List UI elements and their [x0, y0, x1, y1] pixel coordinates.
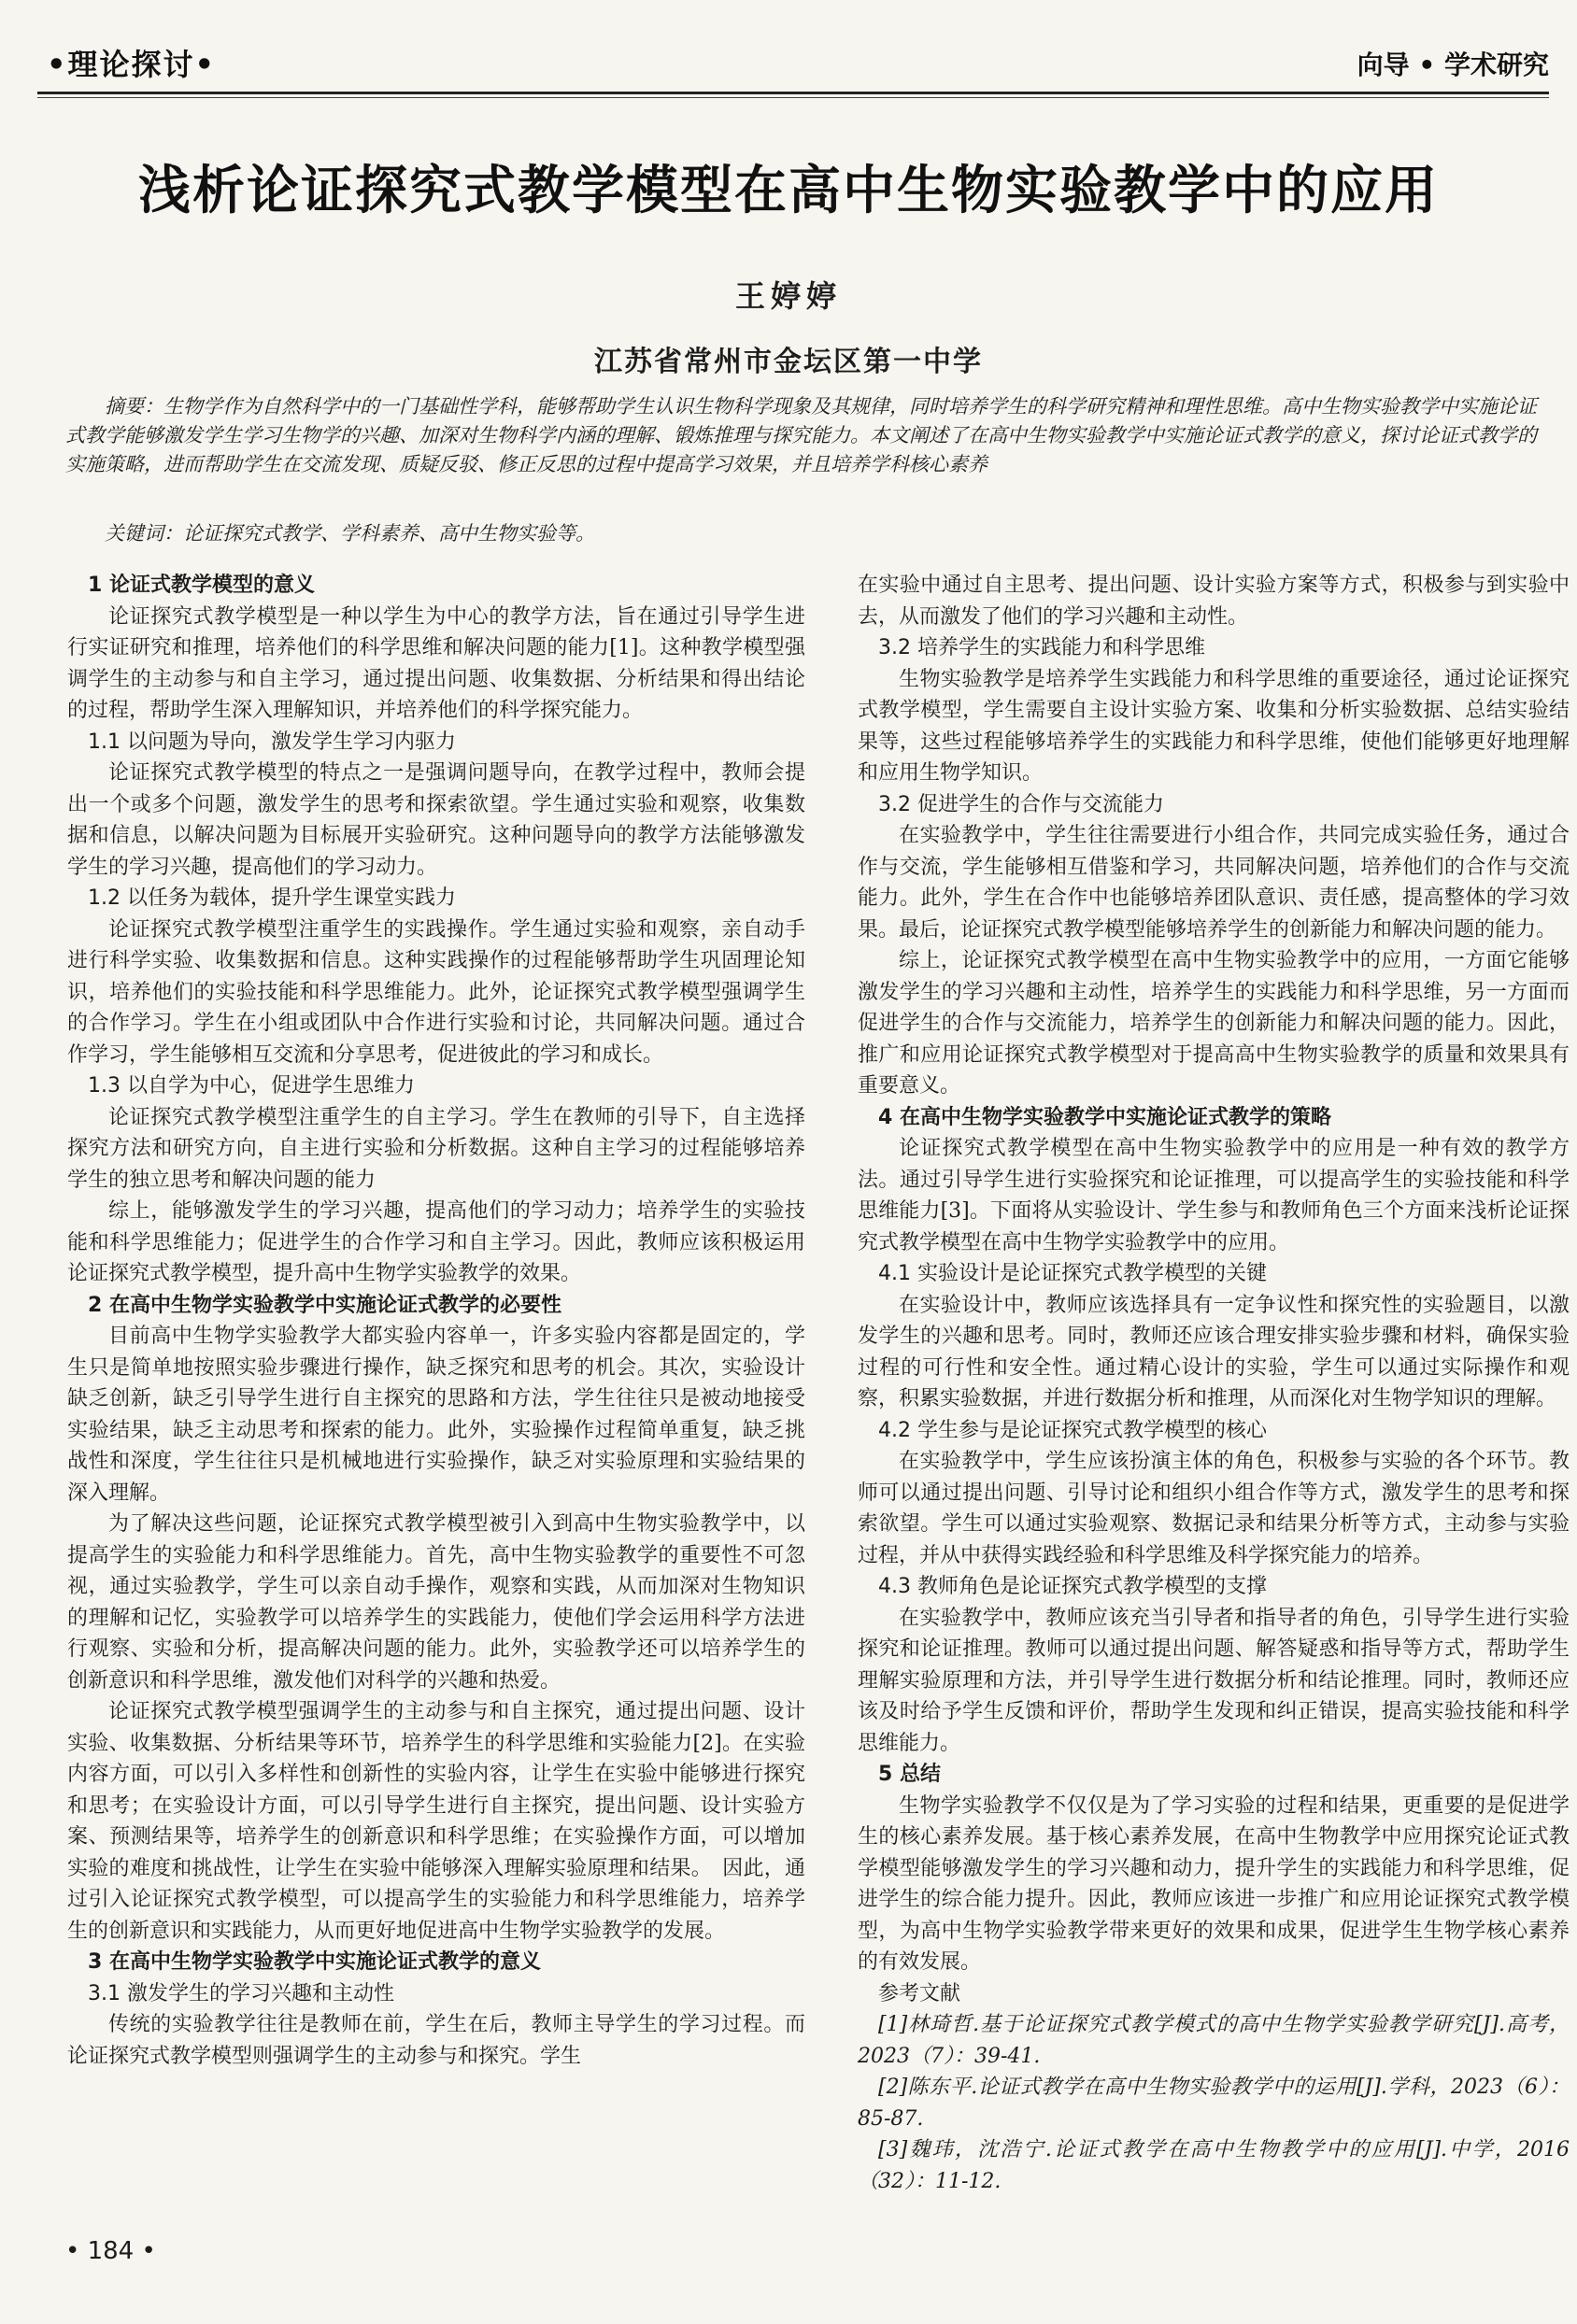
- section-tag: •理论探讨•: [47, 47, 216, 82]
- left-column: [67, 570, 805, 2072]
- paragraph: 生物实验教学是培养学生实践能力和科学思维的重要途径，通过论证探究式教学模型，学生需要自主设计实验方案、收集和分析实验数据、总结实验结果等，这些过程能够培养学生的实践能力和科学思维，使他们能够更好地理解和应用生物学知识。: [858, 667, 1570, 785]
- paragraph: 在实验设计中，教师应该选择具有一定争议性和探究性的实验题目，以激发学生的兴趣和思考。同时，教师还应该合理安排实验步骤和材料，确保实验过程的可行性和安全性。通过精心设计的实验，学生可以通过实际操作和观察，积累实验数据，并进行数据分析和推理，从而深化对生物学知识的理解。: [858, 1293, 1570, 1410]
- paragraph: 论证探究式教学模型的特点之一是强调问题导向，在教学过程中，教师会提出一个或多个问题，激发学生的思考和探索欲望。学生通过实验和观察，收集数据和信息，以解决问题为目标展开实验研究。这种问题导向的教学方法能够激发学生的学习兴趣，提高他们的学习动力。: [67, 761, 805, 879]
- subsection-heading: 1.3 以自学为中心，促进学生思维力: [88, 1074, 415, 1098]
- subsection-heading: 参考文献: [878, 1981, 961, 2005]
- author-affiliation: 江苏省常州市金坛区第一中学: [594, 346, 983, 378]
- header-rule: [37, 92, 1549, 94]
- paragraph: 在实验教学中，学生应该扮演主体的角色，积极参与实验的各个环节。教师可以通过提出问题、引导讨论和组织小组合作等方式，激发学生的思考和探索欲望。学生可以通过实验观察、数据记录和结果分析等方式，主动参与实验过程，并从中获得实践经验和科学思维及科学探究能力的培养。: [858, 1450, 1570, 1567]
- paragraph: 在实验中通过自主思考、提出问题、设计实验方案等方式，积极参与到实验中去，从而激发了他们的学习兴趣和主动性。: [858, 574, 1570, 629]
- paragraph: 在实验教学中，教师应该充当引导者和指导者的角色，引导学生进行实验探究和论证推理。教师可以通过提出问题、解答疑惑和指导等方式，帮助学生理解实验原理和方法，并引导学生进行数据分析和结论推理。同时，教师还应该及时给予学生反馈和评价，帮助学生发现和纠正错误，提高实验技能和科学思维能力。: [858, 1606, 1570, 1755]
- section-heading: 3 在高中生物学实验教学中实施论证式教学的意义: [88, 1950, 541, 1974]
- paragraph: 论证探究式教学模型强调学生的主动参与和自主探究，通过提出问题、设计实验、收集数据、分析结果等环节，培养学生的科学思维和实验能力[2]。在实验内容方面，可以引入多样性和创新性的实验内容，让学生在实验中能够进行探究和思考；在实验设计方面，可以引导学生进行自主探究，提出问题、设计实验方案、预测结果等，培养学生的创新意识和科学思维；在实验操作方面，可以增加实验的难度和挑战性，让学生在实验中能够深入理解实验原理和结果。 因此，通过引入论证探究式教学模型，可以提高学生的实验能力和科学思维能力，培养学生的创新意识和实践能力，从而更好地促进高中生物学实验教学的发展。: [67, 1700, 805, 1943]
- paragraph: 论证探究式教学模型注重学生的实践操作。学生通过实验和观察，亲自动手进行科学实验、收集数据和信息。这种实践操作的过程能够帮助学生巩固理论知识，培养他们的实验技能和科学思维能力。此外，论证探究式教学模型强调学生的合作学习。学生在小组或团队中合作进行实验和讨论，共同解决问题。通过合作学习，学生能够相互交流和分享思考，促进彼此的学习和成长。: [67, 917, 805, 1067]
- subsection-heading: 3.2 促进学生的合作与交流能力: [878, 792, 1164, 816]
- author-name: 王婷婷: [734, 278, 842, 314]
- paragraph: 目前高中生物学实验教学大都实验内容单一，许多实验内容都是固定的，学生只是简单地按照实验步骤进行操作，缺乏探究和思考的机会。其次，实验设计缺乏创新，缺乏引导学生进行自主探究的思路和方法，学生往往只是被动地接受实验结果，缺乏主动思考和探索的能力。此外，实验操作过程简单重复，缺乏挑战性和深度，学生往往只是机械地进行实验操作，缺乏对实验原理和实验结果的深入理解。: [67, 1325, 805, 1505]
- right-column: [858, 570, 1570, 2197]
- paragraph: 为了解决这些问题，论证探究式教学模型被引入到高中生物实验教学中，以提高学生的实验能力和科学思维能力。首先，高中生物实验教学的重要性不可忽视，通过实验教学，学生可以亲自动手操作，观察和实践，从而加深对生物知识的理解和记忆，实验教学可以培养学生的实践能力，使他们学会运用科学方法进行观察、实验和分析，提高解决问题的能力。此外，实验教学还可以培养学生的创新意识和科学思维，激发他们对科学的兴趣和热爱。: [67, 1512, 805, 1693]
- paragraph: 在实验教学中，学生往往需要进行小组合作，共同完成实验任务，通过合作与交流，学生能够相互借鉴和学习，共同解决问题，培养他们的合作与交流能力。此外，学生在合作中也能够培养团队意识、责任感，提高整体的学习效果。最后，论证探究式教学模型能够培养学生的创新能力和解决问题的能力。: [858, 824, 1570, 942]
- subsection-heading: 4.1 实验设计是论证探究式教学模型的关键: [878, 1262, 1267, 1285]
- header-rule-thin: [37, 97, 1549, 98]
- subsection-heading: 3.1 激发学生的学习兴趣和主动性: [88, 1981, 394, 2005]
- page-header: [37, 35, 1549, 101]
- subsection-heading: 4.2 学生参与是论证探究式教学模型的核心: [878, 1418, 1267, 1442]
- paragraph: 论证探究式教学模型注重学生的自主学习。学生在教师的引导下，自主选择探究方法和研究方向，自主进行实验和分析数据。这种自主学习的过程能够培养学生的独立思考和解决问题的能力: [67, 1105, 805, 1192]
- section-heading: 5 总结: [878, 1763, 941, 1786]
- reference-item: [1]林琦哲.基于论证探究式教学模式的高中生物学实验教学研究[J].高考，2023（7）：39-41.: [858, 2013, 1570, 2068]
- subsection-heading: 1.2 以任务为载体，提升学生课堂实践力: [88, 886, 456, 910]
- section-heading: 4 在高中生物学实验教学中实施论证式教学的策略: [878, 1105, 1331, 1129]
- paragraph: 传统的实验教学往往是教师在前，学生在后，教师主导学生的学习过程。而论证探究式教学模型则强调学生的主动参与和探究。学生: [67, 2013, 805, 2068]
- paragraph: 论证探究式教学模型是一种以学生为中心的教学方法，旨在通过引导学生进行实证研究和推理，培养他们的科学思维和解决问题的能力[1]。这种教学模型强调学生的主动参与和自主学习，通过提出问题、收集数据、分析结果和得出结论的过程，帮助学生深入理解知识，并培养他们的科学探究能力。: [67, 604, 805, 722]
- paragraph: 综上，能够激发学生的学习兴趣，提高他们的学习动力；培养学生的实验技能和科学思维能力；促进学生的合作学习和自主学习。因此，教师应该积极运用论证探究式教学模型，提升高中生物学实验教学的效果。: [67, 1199, 805, 1285]
- abstract: 摘要：生物学作为自然科学中的一门基础性学科，能够帮助学生认识生物科学现象及其规律，同时培养学生的科学研究精神和理性思维。高中生物实验教学中实施论证式教学能够激发学生学习生物学的兴趣、加深对生物科学内涵的理解、锻炼推理与探究能力。本文阐述了在高中生物实验教学中实施论证式教学的意义，探讨论证式教学的实施策略，进而帮助学生在交流发现、质疑反驳、修正反思的过程中提高学习效果，并且培养学科核心素养: [65, 395, 1537, 475]
- section-heading: 1 论证式教学模型的意义: [88, 574, 315, 597]
- paragraph: 综上，论证探究式教学模型在高中生物实验教学中的应用，一方面它能够激发学生的学习兴趣和主动性，培养学生的实践能力和科学思维，另一方面而促进学生的合作与交流能力，培养学生的创新能力和解决问题的能力。因此，推广和应用论证探究式教学模型对于提高高中生物实验教学的质量和效果具有重要意义。: [858, 949, 1570, 1098]
- subsection-heading: 4.3 教师角色是论证探究式教学模型的支撑: [878, 1575, 1267, 1598]
- keywords: 关键词：论证探究式教学、学科素养、高中生物实验等。: [105, 522, 595, 545]
- paragraph: 生物学实验教学不仅仅是为了学习实验的过程和结果，更重要的是促进学生的核心素养发展。基于核心素养发展，在高中生物教学中应用探究论证式教学模型能够激发学生的学习兴趣和动力，提升学生的实践能力和科学思维，促进学生的综合能力提升。因此，教师应该进一步推广和应用论证探究式教学模型，为高中生物学实验教学带来更好的效果和成果，促进学生生物学核心素养的有效发展。: [858, 1793, 1570, 1974]
- section-heading: 2 在高中生物学实验教学中实施论证式教学的必要性: [88, 1293, 561, 1317]
- article-title: 浅析论证探究式教学模型在高中生物实验教学中的应用: [138, 161, 1439, 221]
- subsection-heading: 1.1 以问题为导向，激发学生学习内驱力: [88, 730, 456, 754]
- journal-tag: 向导 • 学术研究: [1357, 50, 1549, 80]
- reference-item: [3]魏玮，沈浩宁.论证式教学在高中生物教学中的应用[J].中学，2016（32）：11-12.: [858, 2138, 1570, 2193]
- subsection-heading: 3.2 培养学生的实践能力和科学思维: [878, 636, 1205, 659]
- reference-item: [2]陈东平.论证式教学在高中生物实验教学中的运用[J].学科，2023（6）：85-87.: [858, 2076, 1570, 2131]
- paragraph: 论证探究式教学模型在高中生物实验教学中的应用是一种有效的教学方法。通过引导学生进行实验探究和论证推理，可以提高学生的实验技能和科学思维能力[3]。下面将从实验设计、学生参与和教师角色三个方面来浅析论证探究式教学模型在高中生物学实验教学中的应用。: [858, 1137, 1570, 1254]
- page-number: • 184 •: [65, 2237, 156, 2265]
